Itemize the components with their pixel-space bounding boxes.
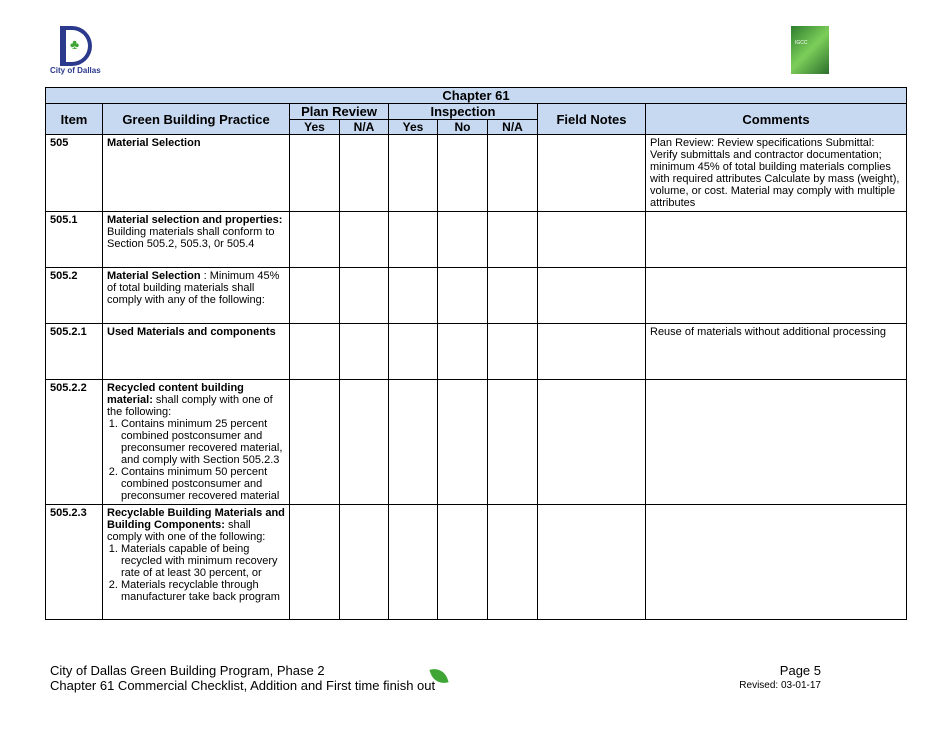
plan-yes-cell[interactable]: [290, 268, 340, 324]
insp-yes-cell[interactable]: [389, 135, 438, 212]
practice-title: Recycled content building material:: [107, 382, 244, 406]
plan-na-cell[interactable]: [340, 505, 389, 620]
plan-yes-cell[interactable]: [290, 135, 340, 212]
city-of-dallas-logo: ♣ City of Dallas: [50, 26, 110, 78]
insp-no-header: No: [438, 120, 488, 135]
comments-cell: [646, 212, 907, 268]
table-row: [46, 212, 907, 268]
insp-na-cell[interactable]: [488, 505, 538, 620]
item-number: 505.2: [46, 268, 103, 324]
practice-cell: [103, 212, 290, 268]
practice-title: Used Materials and components: [107, 326, 276, 338]
insp-na-cell[interactable]: [488, 324, 538, 380]
item-number: 505.1: [46, 212, 103, 268]
insp-no-cell[interactable]: [438, 212, 488, 268]
insp-no-cell[interactable]: [438, 380, 488, 505]
insp-na-cell[interactable]: [488, 380, 538, 505]
practice-cell: [103, 324, 290, 380]
practice-title: Recyclable Building Materials and Building Components:: [107, 507, 285, 531]
checklist-table: [45, 87, 907, 620]
practice-header: Green Building Practice: [103, 104, 290, 135]
comments-cell: [646, 268, 907, 324]
insp-no-cell[interactable]: [438, 324, 488, 380]
plan-na-header: N/A: [340, 120, 389, 135]
footer-line1: City of Dallas Green Building Program, Phase 2: [50, 663, 325, 678]
insp-yes-cell[interactable]: [389, 212, 438, 268]
practice-title: Material Selection: [107, 270, 201, 282]
field-notes-cell[interactable]: [538, 268, 646, 324]
insp-yes-cell[interactable]: [389, 505, 438, 620]
field-notes-cell[interactable]: [538, 135, 646, 212]
plan-na-cell[interactable]: [340, 324, 389, 380]
plan-yes-cell[interactable]: [290, 212, 340, 268]
practice-list: [107, 418, 285, 502]
plan-na-cell[interactable]: [340, 212, 389, 268]
table-row: [46, 505, 907, 620]
plan-na-cell[interactable]: [340, 380, 389, 505]
insp-yes-cell[interactable]: [389, 268, 438, 324]
practice-list: [107, 543, 285, 603]
chapter-header: Chapter 61: [46, 88, 907, 104]
igcc-logo-text: IGCC: [795, 40, 808, 46]
practice-cell: [103, 505, 290, 620]
practice-cell: [103, 135, 290, 212]
insp-na-cell[interactable]: [488, 268, 538, 324]
practice-title: Material selection and properties:: [107, 214, 283, 226]
list-item: 1. Contains minimum 25 percent combined postconsumer and preconsumer recovered material, and comply with Section 505.2.3: [121, 418, 285, 466]
plan-yes-cell[interactable]: [290, 324, 340, 380]
insp-yes-cell[interactable]: [389, 324, 438, 380]
logo-caption: City of Dallas: [50, 66, 101, 75]
comments-cell: Reuse of materials without additional processing: [646, 324, 907, 380]
item-number: 505: [46, 135, 103, 212]
footer-line2: Chapter 61 Commercial Checklist, Addition and First time finish out: [50, 678, 436, 693]
practice-body: Building materials shall conform to Section 505.2, 505.3, 0r 505.4: [107, 226, 275, 250]
list-item: 1. Materials capable of being recycled with minimum recovery rate of at least 30 percent, or: [121, 543, 285, 579]
table-row: [46, 268, 907, 324]
practice-body: : Minimum 45% of total building materials shall comply with any of the following:: [107, 270, 280, 306]
list-item: 2. Contains minimum 50 percent combined postconsumer and preconsumer recovered material: [121, 466, 285, 502]
comments-cell: [646, 380, 907, 505]
insp-na-cell[interactable]: [488, 135, 538, 212]
insp-yes-header: Yes: [389, 120, 438, 135]
revised-date: Revised: 03-01-17: [739, 680, 821, 691]
plan-yes-cell[interactable]: [290, 380, 340, 505]
practice-title: Material Selection: [107, 137, 201, 149]
field-notes-cell[interactable]: [538, 212, 646, 268]
insp-na-cell[interactable]: [488, 212, 538, 268]
page-number: Page 5: [779, 663, 821, 678]
practice-cell: [103, 380, 290, 505]
insp-no-cell[interactable]: [438, 505, 488, 620]
table-row: [46, 380, 907, 505]
field-notes-header: Field Notes: [538, 104, 646, 135]
item-header: Item: [46, 104, 103, 135]
comments-cell: Plan Review: Review specifications Submittal: Verify submittals and contractor documentation; minimum 45% of total building materials complies with required attributes Calculate by mass (weight), volume, or cost. Material may comply with multiple attributes: [646, 135, 907, 212]
comments-cell: [646, 505, 907, 620]
plan-yes-header: Yes: [290, 120, 340, 135]
field-notes-cell[interactable]: [538, 505, 646, 620]
insp-no-cell[interactable]: [438, 268, 488, 324]
insp-yes-cell[interactable]: [389, 380, 438, 505]
item-number: 505.2.2: [46, 380, 103, 505]
practice-body: shall comply with one of the following:: [107, 519, 266, 543]
field-notes-cell[interactable]: [538, 324, 646, 380]
plan-yes-cell[interactable]: [290, 505, 340, 620]
plan-na-cell[interactable]: [340, 135, 389, 212]
insp-na-header: N/A: [488, 120, 538, 135]
insp-no-cell[interactable]: [438, 135, 488, 212]
table-row: [46, 135, 907, 212]
comments-header: Comments: [646, 104, 907, 135]
table-row: [46, 324, 907, 380]
practice-body: shall comply with one of the following:: [107, 394, 273, 418]
item-number: 505.2.1: [46, 324, 103, 380]
list-item: 2. Materials recyclable through manufacturer take back program: [121, 579, 285, 603]
practice-cell: [103, 268, 290, 324]
plan-review-header: Plan Review: [290, 104, 389, 120]
plan-na-cell[interactable]: [340, 268, 389, 324]
field-notes-cell[interactable]: [538, 380, 646, 505]
igcc-logo: [791, 26, 829, 74]
inspection-header: Inspection: [389, 104, 538, 120]
item-number: 505.2.3: [46, 505, 103, 620]
